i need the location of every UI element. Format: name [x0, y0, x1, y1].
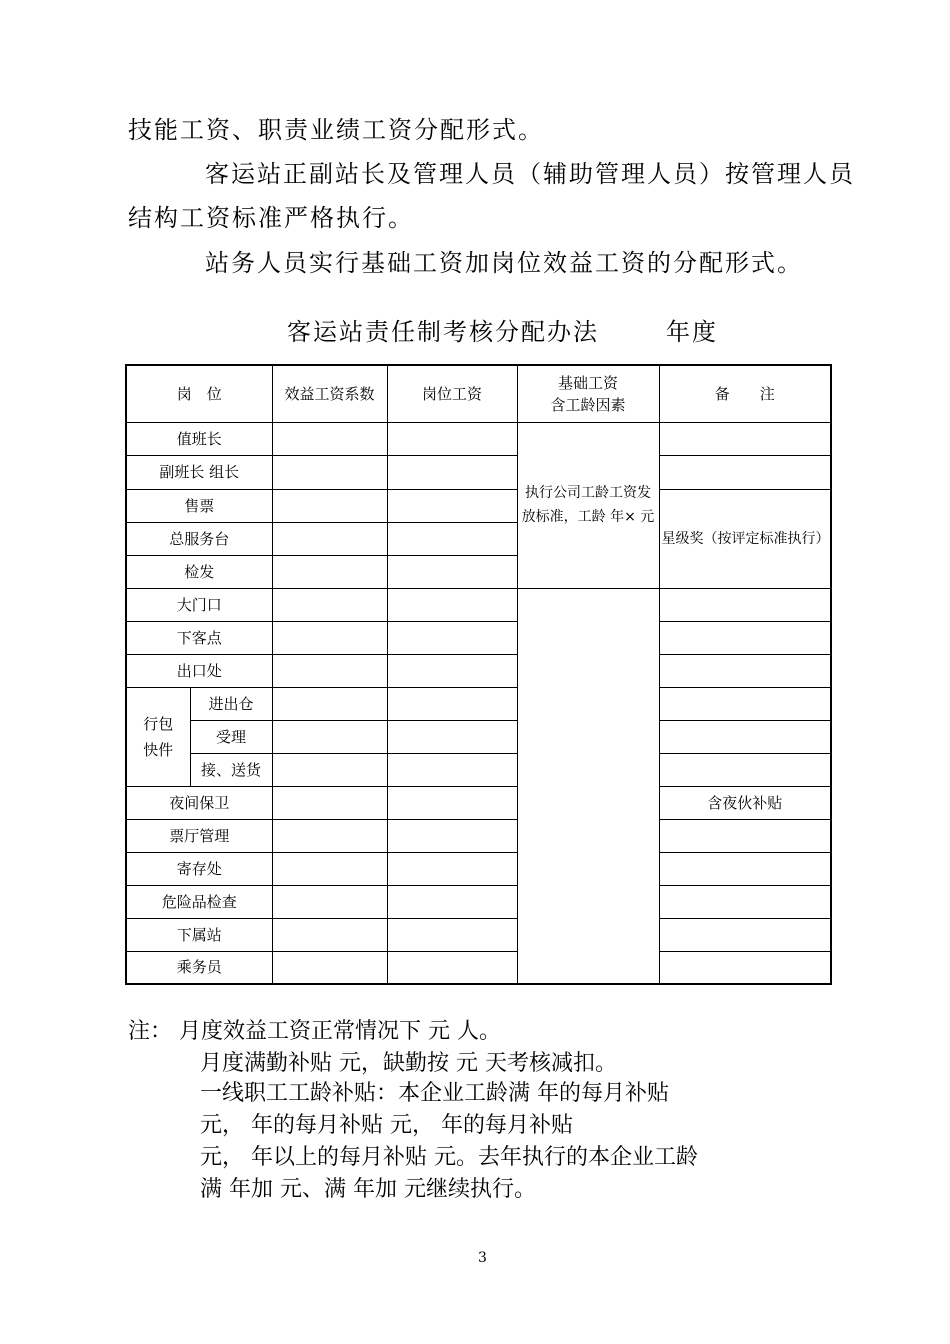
row-label: 夜间保卫 [126, 786, 272, 819]
table-cell [272, 918, 387, 951]
table-cell [659, 885, 831, 918]
table-cell [659, 654, 831, 687]
table-cell [272, 621, 387, 654]
table-cell [659, 918, 831, 951]
row-label: 副班长 组长 [126, 455, 272, 489]
table-cell [272, 588, 387, 621]
row-label: 危险品检查 [126, 885, 272, 918]
row-label: 出口处 [126, 654, 272, 687]
row-label: 大门口 [126, 588, 272, 621]
row-label: 售票 [126, 489, 272, 522]
note-line-1: 注： 月度效益工资正常情况下 元 人。 [128, 1019, 501, 1044]
row-label: 票厅管理 [126, 819, 272, 852]
table-cell [272, 753, 387, 786]
table-cell [659, 753, 831, 786]
intro-line-4: 站务人员实行基础工资加岗位效益工资的分配形式。 [205, 249, 803, 277]
table-cell [387, 422, 517, 455]
intro-line-2: 客运站正副站长及管理人员（辅助管理人员）按管理人员 [205, 160, 855, 188]
group-label: 行包 快件 [126, 687, 190, 786]
header-coefficient: 效益工资系数 [272, 365, 387, 422]
page-number: 3 [478, 1250, 487, 1266]
table-cell [387, 588, 517, 621]
table-cell [387, 720, 517, 753]
table-cell [272, 786, 387, 819]
table-cell [387, 852, 517, 885]
note-line-6: 满 年加 元、满 年加 元继续执行。 [200, 1177, 536, 1202]
row-label: 寄存处 [126, 852, 272, 885]
table-cell [272, 522, 387, 555]
header-base-wage-line1: 基础工资 [557, 373, 618, 392]
table-cell [272, 885, 387, 918]
header-post-wage: 岗位工资 [387, 365, 517, 422]
table-cell [387, 951, 517, 984]
table-cell [272, 422, 387, 455]
table-cell [387, 455, 517, 489]
base-wage-note: 执行公司工龄工资发放标准，工龄 年× 元 [517, 422, 659, 588]
table-cell [387, 753, 517, 786]
table-cell [272, 455, 387, 489]
table-cell [659, 720, 831, 753]
table-cell [387, 654, 517, 687]
star-bonus-note: 星级奖（按评定标准执行） [659, 489, 831, 588]
table-cell [272, 687, 387, 720]
table-cell [387, 687, 517, 720]
table-cell [659, 588, 831, 621]
row-label: 乘务员 [126, 951, 272, 984]
table-cell [659, 621, 831, 654]
table-cell [387, 918, 517, 951]
table-cell [659, 687, 831, 720]
row-label: 下属站 [126, 918, 272, 951]
table-cell [272, 555, 387, 588]
header-base-wage-line2: 含工龄因素 [550, 395, 626, 414]
row-label: 检发 [126, 555, 272, 588]
table-cell [387, 786, 517, 819]
table-cell [387, 885, 517, 918]
table-cell [659, 455, 831, 489]
table-cell [272, 654, 387, 687]
note-line-3: 一线职工工龄补贴：本企业工龄满 年的每月补贴 [200, 1081, 669, 1106]
table-cell [387, 819, 517, 852]
header-remarks: 备 注 [659, 365, 831, 422]
table-cell [387, 522, 517, 555]
table-cell [272, 489, 387, 522]
table-cell [387, 555, 517, 588]
row-label: 进出仓 [190, 687, 272, 720]
night-allowance-note: 含夜伙补贴 [659, 786, 831, 819]
table-cell [272, 819, 387, 852]
table-cell [659, 422, 831, 455]
row-label: 接、送货 [190, 753, 272, 786]
note-line-2: 月度满勤补贴 元，缺勤按 元 天考核减扣。 [200, 1051, 617, 1076]
table-cell [387, 621, 517, 654]
table-cell [272, 852, 387, 885]
row-label: 值班长 [126, 422, 272, 455]
note-line-4: 元， 年的每月补贴 元， 年的每月补贴 [200, 1113, 573, 1138]
intro-line-1: 技能工资、职责业绩工资分配形式。 [128, 116, 544, 144]
header-base-wage [517, 365, 659, 422]
table-cell [517, 588, 659, 984]
table-cell [272, 951, 387, 984]
table-cell [659, 951, 831, 984]
table-cell [272, 720, 387, 753]
row-label: 受理 [190, 720, 272, 753]
header-position: 岗 位 [126, 365, 272, 422]
table-title: 客运站责任制考核分配办法 [287, 318, 599, 346]
table-cell [659, 819, 831, 852]
table-title-year: 年度 [666, 318, 718, 346]
row-label: 下客点 [126, 621, 272, 654]
table-cell [387, 489, 517, 522]
assessment-table [125, 364, 832, 985]
intro-line-3: 结构工资标准严格执行。 [128, 204, 414, 232]
note-line-5: 元， 年以上的每月补贴 元。去年执行的本企业工龄 [200, 1145, 698, 1170]
row-label: 总服务台 [126, 522, 272, 555]
table-cell [659, 852, 831, 885]
